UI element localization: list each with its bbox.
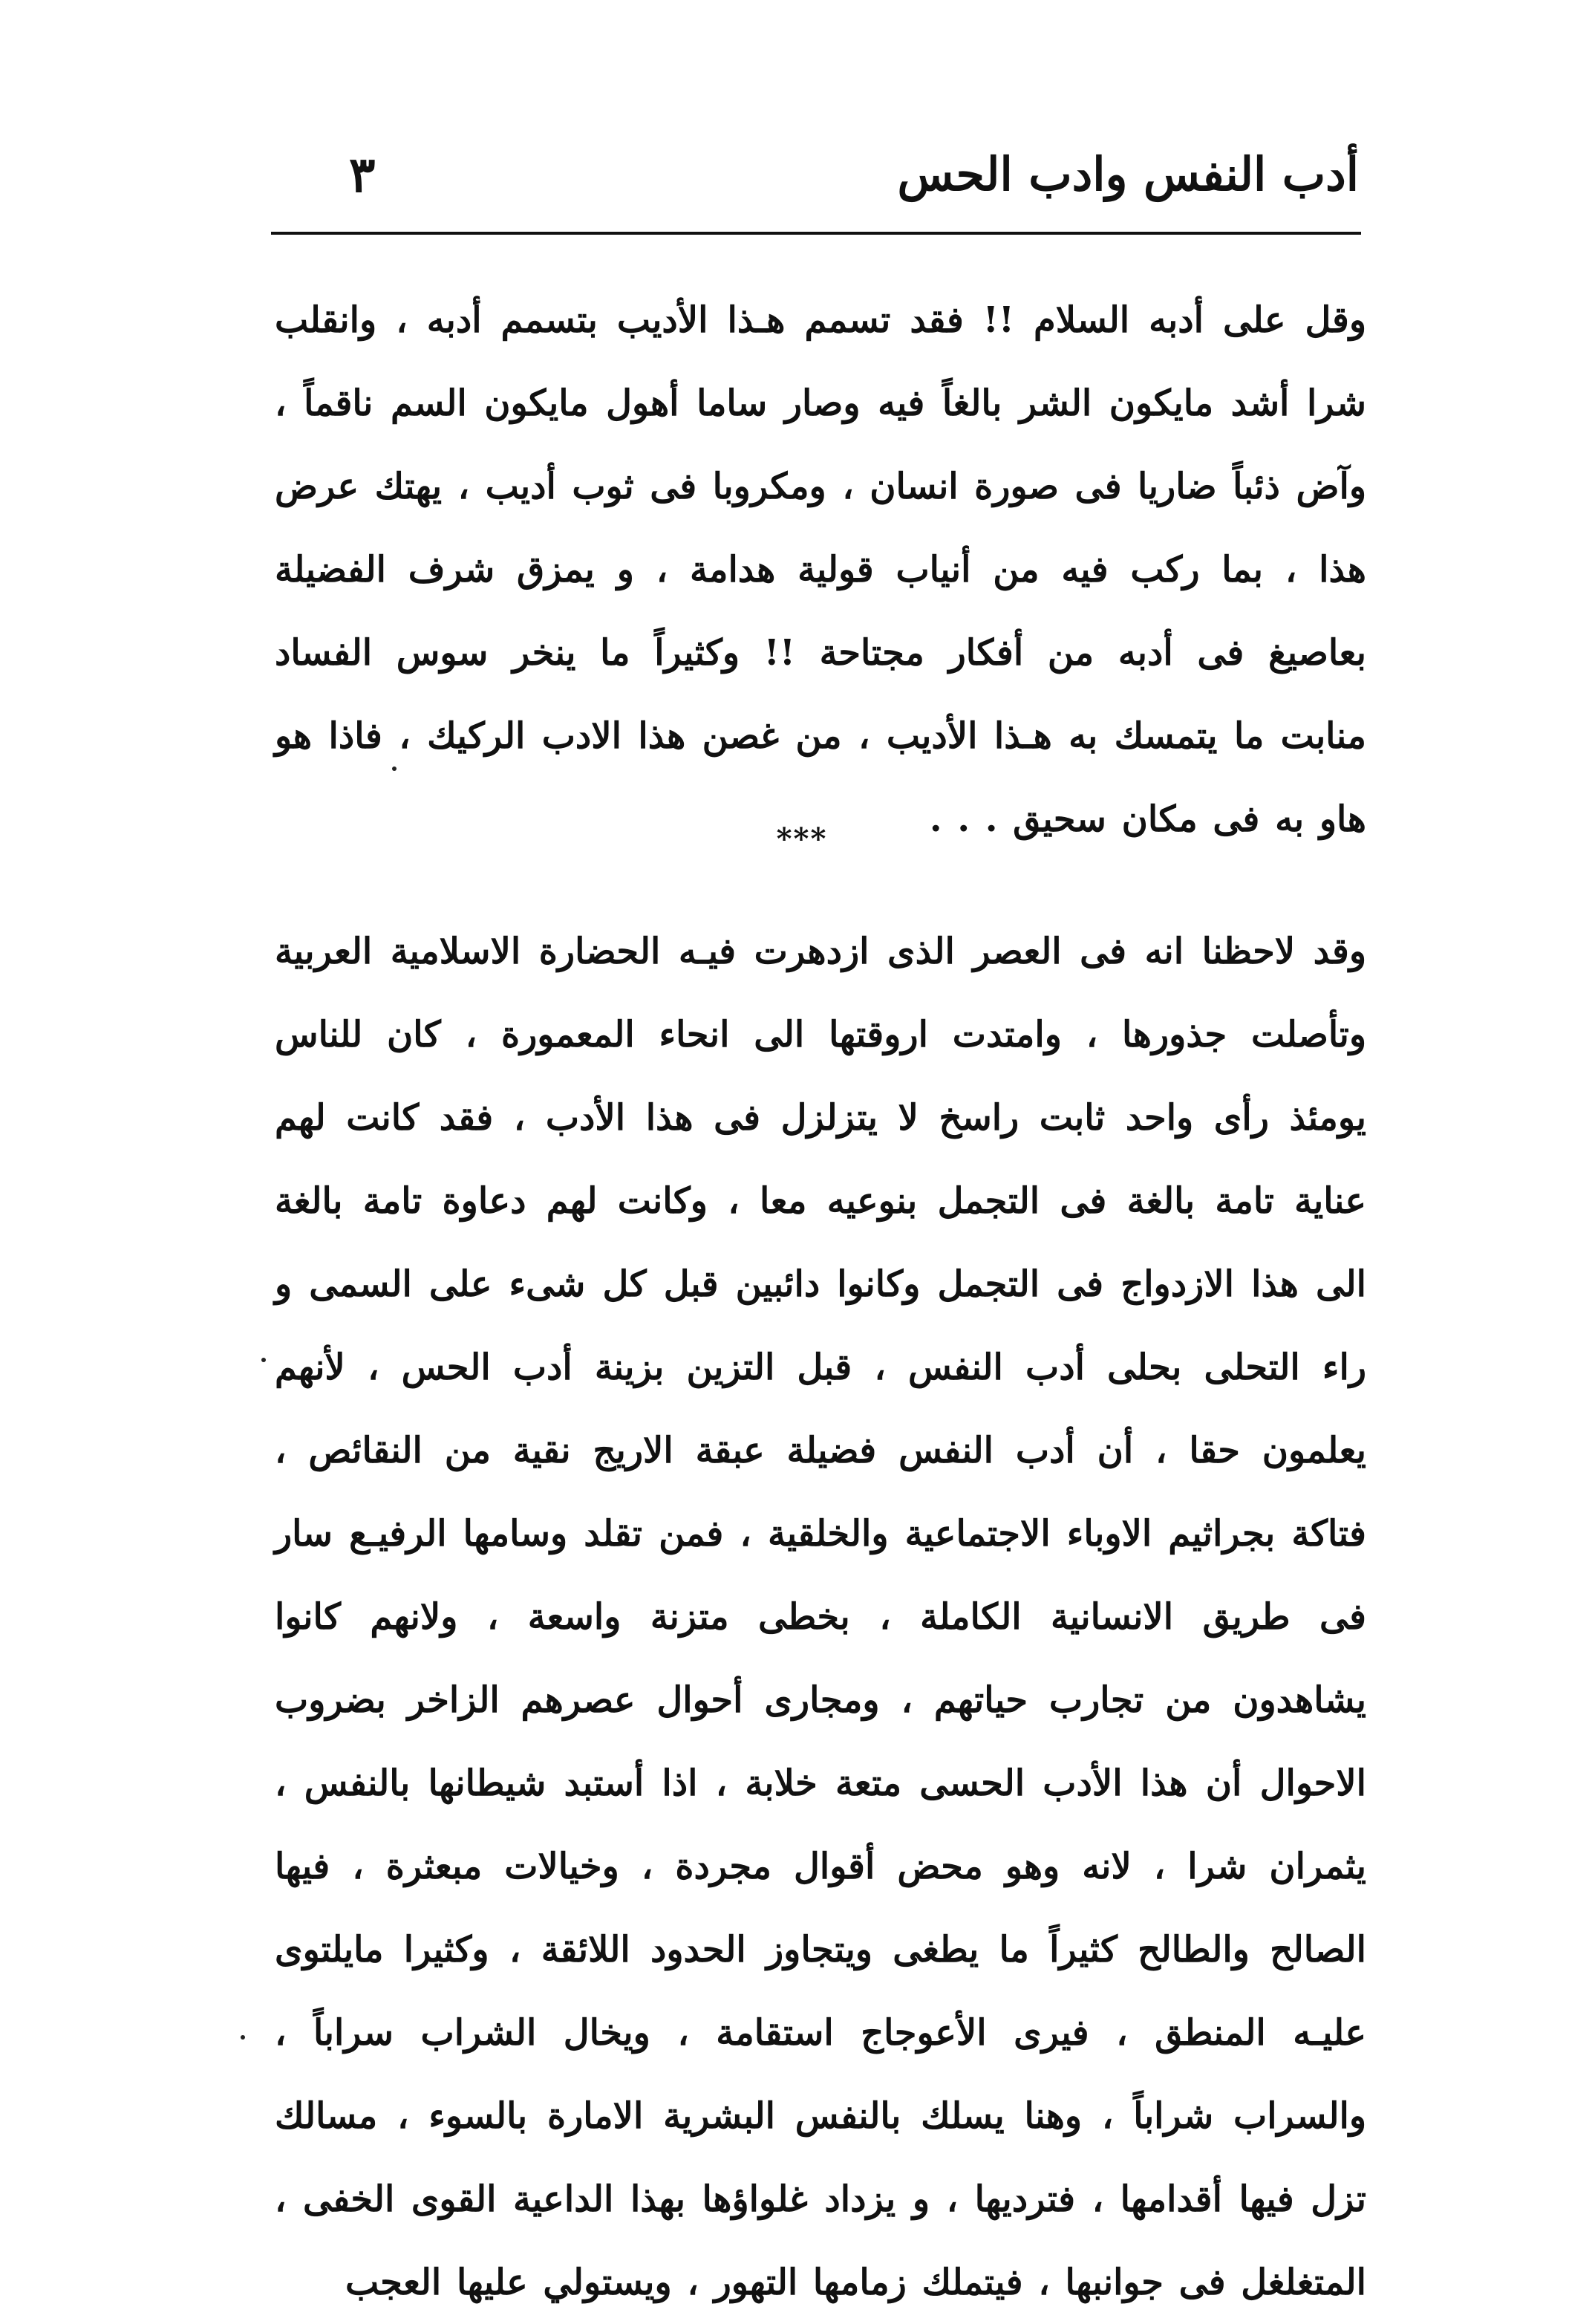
body-paragraph: وقد لاحظنا انه فى العصر الذى ازدهرت فيـه الحضارة الاسلامية العربية وتأصلت جذورها ، وامتدت اروقتها الى انحاء المعمورة ، كان للناس يومئذ رأى واحد ثابت راسخ لا يتزلزل فى هذا الأدب ، فقد كانت لهم عناية تامة بالغة فى التجمل بنوعيه معا ، وكانت لهم دعاوة تامة بالغة الى هذا الازدواج فى التجمل وكانوا دائبين قبل كل شىء على السمى و راء التحلى بحلى أدب النفس ، قبل التزين بزينة أدب الحس ، لأنهم يعلمون حقا ، أن أدب النفس فضيلة عبقة الاريج نقية من النقائص ، فتاكة بجراثيم الاوباء الاجتماعية والخلقية ، فمن تقلد وسامها الرفيـع سار فى طريق الانسانية الكاملة ، بخطى متزنة واسعة ، ولانهم كانوا يشاهدون من تجارب حياتهم ، ومجارى أحوال عصرهم الزاخر بضروب الاحوال أن هذا الأدب الحسى متعة خلابة ، اذا أستبد شيطانها بالنفس ، يثمران شرا ، لانه وهو محض أقوال مجردة ، وخيالات مبعثرة ، فيها الصالح والطالح كثيراً ما يطغى ويتجاوز الحدود اللائقة ، وكثيرا مايلتوى عليـه المنطق ، فيرى الأعوجاج استقامة ، ويخال الشراب سراباً ، والسراب شراباً ، وهنا يسلك بالنفس البشرية الامارة بالسوء ، مسالك تزل فيها أقدامها ، فترديها ، و يزداد غلواؤها بهذا الداعية القوى الخفى ، المتغلغل فى جوانبها ، فيتملك زمامها التهور ، ويستولي عليها العجب bbox=[275, 931, 1367, 2303]
section-divider: *** bbox=[776, 821, 828, 856]
scan-speck bbox=[392, 766, 397, 771]
header-rule bbox=[271, 232, 1361, 235]
running-title: أدب النفس وادب الحس bbox=[897, 147, 1359, 201]
body-paragraph: وقل على أدبه السلام !! فقد تسمم هـذا الأديب بتسمم أدبه ، وانقلب شرا أشد مايكون الشر بالغاً فيه وصار ساما أهول مايكون السم ناقماً ، وآض ذئباً ضاريا فى صورة انسان ، ومكروبا فى ثوب أديب ، يهتك عرض هذا ، بما ركب فيه من أنياب قولية هدامة ، و يمزق شرف الفضيلة بعاصيغ فى أدبه من أفكار مجتاحة !! وكثيراً ما ينخر سوس الفساد منابت ما يتمسك به هـذا الأديب ، من غصن هذا الادب الركيك ، فاذا هو هاو به فى مكان سحيق . . . bbox=[275, 299, 1367, 840]
page-number: ٣ bbox=[349, 146, 376, 204]
page-header bbox=[275, 141, 1359, 223]
scan-speck bbox=[241, 2035, 245, 2040]
scan-speck bbox=[261, 1358, 266, 1362]
